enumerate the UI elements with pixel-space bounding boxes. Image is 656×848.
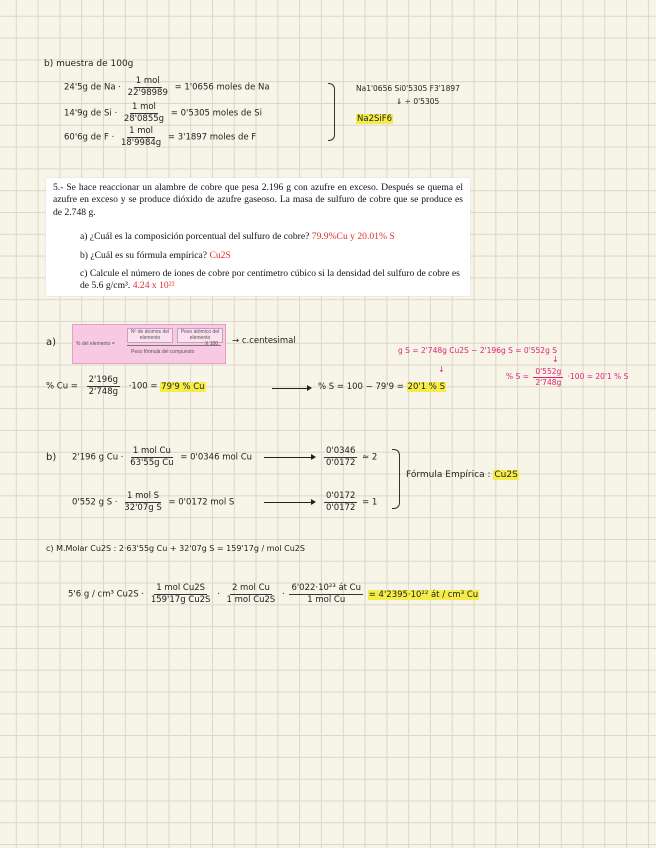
cu-moles-calc: 2'196 g Cu · $\frac{\text{1 mol Cu}}{\text{63'55g Cu}}$ = 0'0346 mol Cu (72, 446, 253, 468)
b1-side-result: Na2SiF6 (357, 114, 393, 124)
s-ratio-arrow (264, 502, 314, 503)
centesimal-arrow-label: → c.centesimal (232, 336, 296, 346)
b1-side-formula: Na1'0656 Si0'5305 F3'1897 (356, 84, 460, 93)
cu-ratio: $\frac{0'0346}{0'0172}$ ≈ 2 (326, 446, 378, 468)
b1-row-f: 60'6g de F · $\frac{\text{1 mol}}{18'9984g}$ = 3'1897 moles de F (64, 126, 257, 148)
question-a: a) ¿Cuál es la composición porcentual del sulfuro de cobre? 79.9%Cu y 20.01% S (80, 231, 395, 242)
section-b2-label: b) (46, 452, 57, 463)
question-c: c) Calcule el número de iones de cobre por centímetro cúbico si la densidad del sulfuro de cobre es de 5.6 g/cm³. 4.24 x 10²² (80, 268, 460, 292)
problem-statement (46, 178, 470, 296)
molar-mass-line: c) M.Molar Cu2S : 2·63'55g Cu + 32'07g S = 159'17g / mol Cu2S (46, 544, 305, 553)
section-b1-title: b) muestra de 100g (44, 59, 134, 69)
section-a-label: a) (46, 337, 57, 348)
pink-down-arrow: ↓ (438, 365, 445, 374)
s-ratio: $\frac{0'0172}{0'0172}$ = 1 (326, 491, 378, 513)
cu-percent-calc: % Cu = $\frac{2'196g}{2'748g}$ ·100 = 79'9 % Cu (46, 375, 205, 397)
ion-density-calc: 5'6 g / cm³ Cu2S · $\frac{\text{1 mol Cu2S}}{\text{159'17g Cu2S}}$ · $\frac{\text{2 mol Cu}}{\text{1 mol Cu2S}}$ · $\frac{\text{6'022·10²³ át Cu}}{\text{1 mol Cu}}$ = 4'2395·10²² át / cm³ Cu (68, 583, 479, 605)
pink-down-arrow-2: ↓ (552, 355, 559, 364)
question-b: b) ¿Cuál es su fórmula empírica? Cu2S (80, 250, 231, 261)
s-percent-alt-calc: % S = $\frac{0'552g}{2'748g}$ ·100 = 20'1 % S (506, 367, 629, 387)
s-percent-calc: % S = 100 − 79'9 = 20'1 % S (318, 382, 445, 392)
b2-brace (392, 449, 400, 509)
problem-intro: 5.- Se hace reaccionar un alambre de cobre que pesa 2.196 g con azufre en exceso. Después se quema el azufre en exceso y se produce dióxido de azufre gaseoso. La masa de sulfuro de cobre que se produce es de 2.748 g. (53, 182, 463, 218)
cu-ratio-arrow (264, 457, 314, 458)
sulfur-mass-note: g S = 2'748g Cu2S − 2'196g S = 0'552g S (398, 346, 557, 355)
percent-formula-box: % del elemento = Nº de átomos del elemento Peso atómico del elemento Peso fórmula del compuesto X 100 (72, 324, 226, 364)
b1-brace (328, 83, 335, 141)
s-moles-calc: 0'552 g S · $\frac{\text{1 mol S}}{\text{32'07g S}}$ = 0'0172 mol S (72, 491, 235, 513)
b1-row-na: 24'5g de Na · $\frac{\text{1 mol}}{22'98989}$ = 1'0656 moles de Na (64, 76, 270, 98)
b1-row-si: 14'9g de Si · $\frac{\text{1 mol}}{28'0855g}$ = 0'5305 moles de Si (64, 102, 262, 124)
cu-to-s-arrow (272, 388, 310, 389)
empirical-formula-result: Fórmula Empírica : Cu2S (406, 470, 518, 480)
b1-side-divide: ⇓ ÷ 0'5305 (396, 97, 440, 106)
